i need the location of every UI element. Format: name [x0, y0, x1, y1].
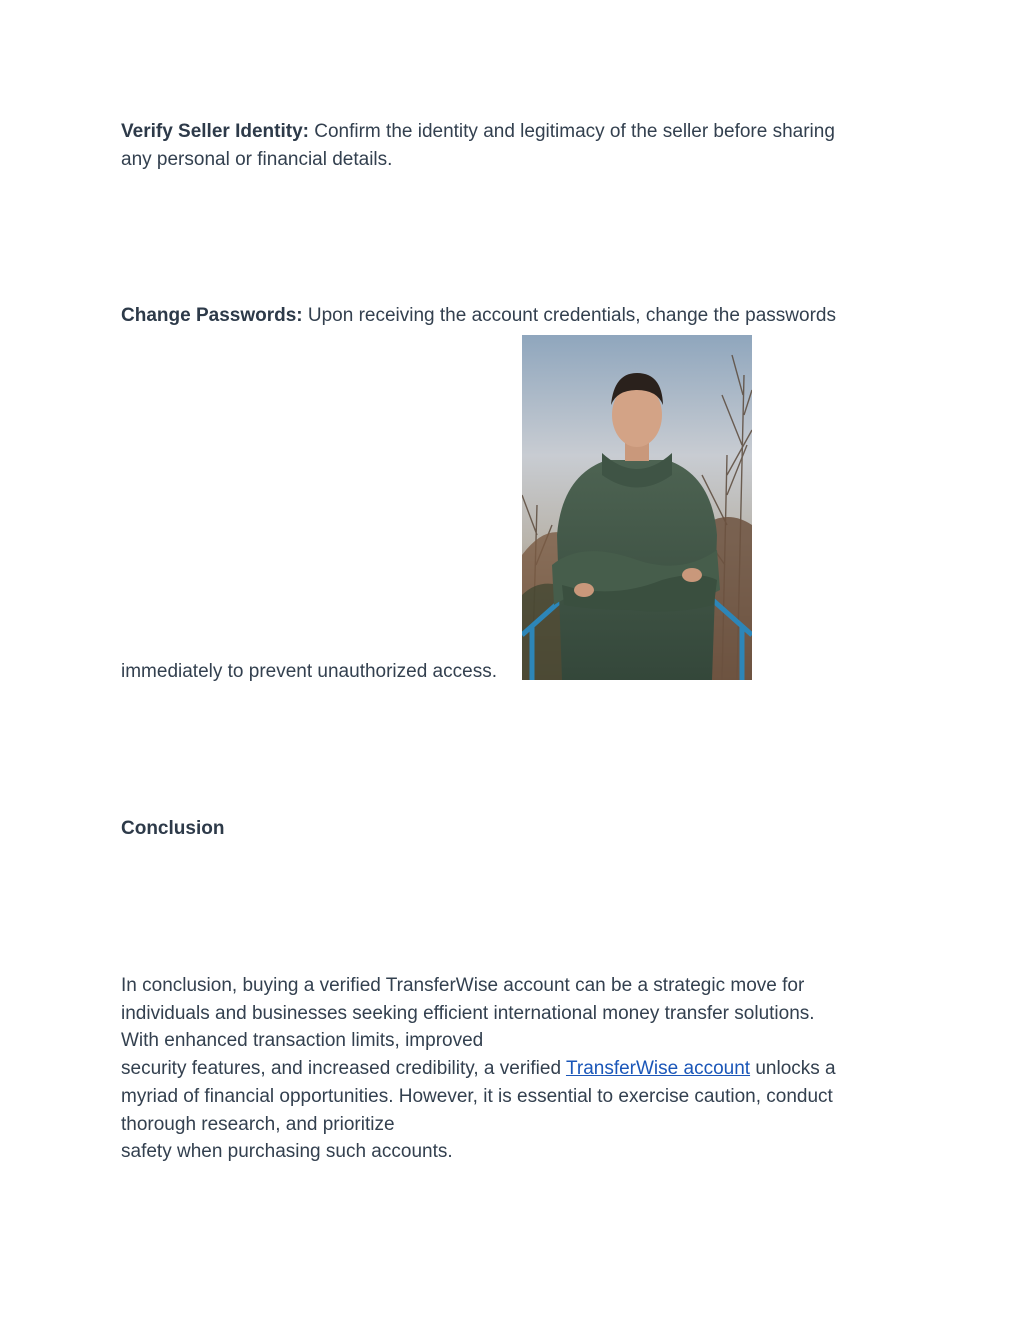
conclusion-line-4-before: security features, and increased credibility, a verified	[121, 1058, 566, 1080]
person-photo	[522, 335, 752, 680]
transferwise-account-link[interactable]: TransferWise account	[565, 1058, 751, 1080]
change-passwords-line-1	[121, 302, 891, 330]
change-passwords-text-1: Upon receiving the account credentials, change the passwords	[302, 305, 836, 326]
change-passwords-label: Change Passwords:	[121, 305, 303, 326]
conclusion-line-5: myriad of financial opportunities. However, it is essential to exercise caution, conduct	[121, 1085, 833, 1107]
verify-seller-text-2: any personal or financial details.	[121, 148, 393, 170]
verify-seller-text-1: Confirm the identity and legitimacy of the seller before sharing	[308, 121, 835, 142]
conclusion-line-3: With enhanced transaction limits, improved	[121, 1030, 484, 1052]
conclusion-line-4	[121, 1055, 891, 1083]
conclusion-paragraph	[121, 972, 891, 1166]
verify-seller-paragraph	[121, 118, 891, 173]
change-passwords-line-2: immediately to prevent unauthorized access.	[121, 661, 497, 682]
verify-seller-label: Verify Seller Identity:	[121, 121, 309, 142]
verify-seller-line-1	[121, 118, 891, 146]
conclusion-heading: Conclusion	[121, 818, 225, 839]
person-photo-image	[522, 335, 752, 680]
conclusion-line-6: thorough research, and prioritize	[121, 1113, 395, 1135]
conclusion-line-4-after: unlocks a	[750, 1058, 836, 1080]
conclusion-line-7: safety when purchasing such accounts.	[121, 1141, 453, 1163]
conclusion-line-1: In conclusion, buying a verified TransferWise account can be a strategic move for	[121, 975, 805, 996]
conclusion-line-2: individuals and businesses seeking efficient international money transfer solutions.	[121, 1002, 815, 1024]
